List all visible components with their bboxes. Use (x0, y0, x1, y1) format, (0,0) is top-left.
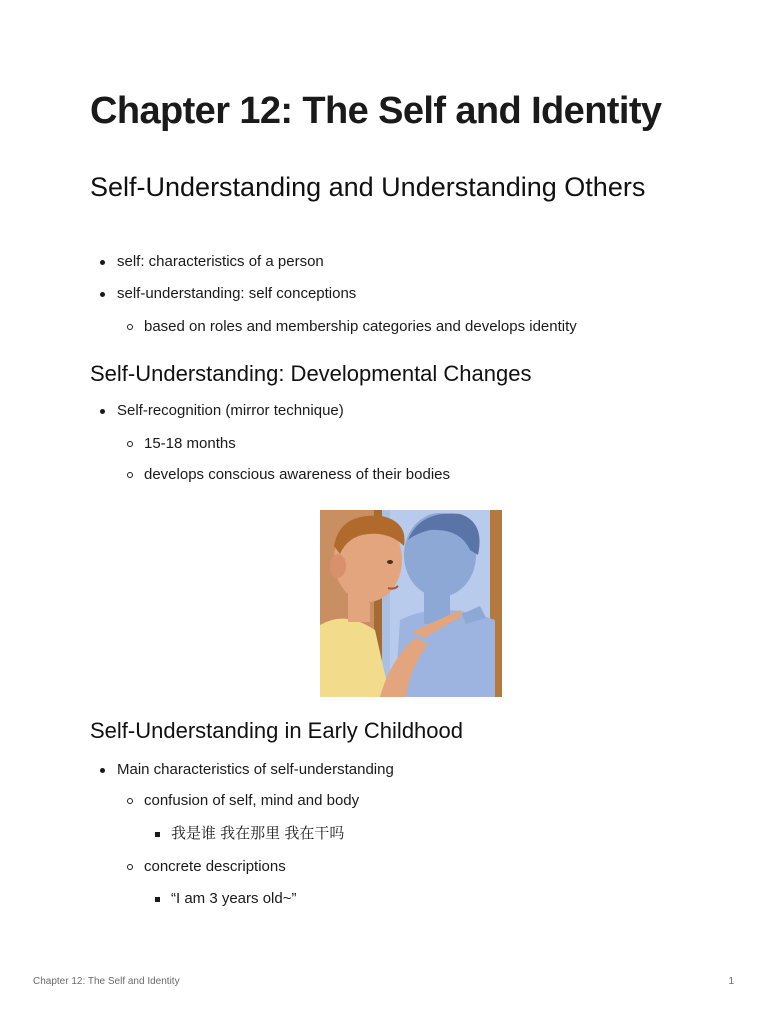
list-item: 我是谁 我在那里 我在干吗 (171, 824, 344, 844)
list-item: concrete descriptions (144, 857, 286, 877)
list-item: self-understanding: self conceptions (117, 284, 356, 304)
bullet-circle (127, 472, 133, 478)
section-heading-self-understanding-others: Self-Understanding and Understanding Others (90, 172, 646, 202)
list-item: “I am 3 years old~” (171, 889, 296, 909)
list-item: Self-recognition (mirror technique) (117, 401, 344, 421)
page-number: 1 (728, 976, 734, 987)
bullet-square (155, 897, 160, 902)
bullet-square (155, 832, 160, 837)
list-item: based on roles and membership categories and develops identity (144, 317, 577, 337)
list-item: self: characteristics of a person (117, 252, 324, 272)
list-item: 15-18 months (144, 434, 236, 454)
list-item: develops conscious awareness of their bodies (144, 465, 450, 485)
bullet-circle (127, 864, 133, 870)
footer-chapter-title: Chapter 12: The Self and Identity (33, 976, 180, 987)
bullet-disc (100, 292, 105, 297)
list-item: confusion of self, mind and body (144, 791, 359, 811)
bullet-circle (127, 798, 133, 804)
bullet-circle (127, 324, 133, 330)
mirror-recognition-illustration (320, 510, 502, 697)
bullet-disc (100, 260, 105, 265)
bullet-circle (127, 441, 133, 447)
section-heading-early-childhood: Self-Understanding in Early Childhood (90, 718, 463, 743)
bullet-disc (100, 409, 105, 414)
section-heading-developmental-changes: Self-Understanding: Developmental Changes (90, 361, 532, 386)
chapter-title: Chapter 12: The Self and Identity (90, 90, 662, 132)
bullet-disc (100, 768, 105, 773)
list-item: Main characteristics of self-understanding (117, 760, 394, 780)
